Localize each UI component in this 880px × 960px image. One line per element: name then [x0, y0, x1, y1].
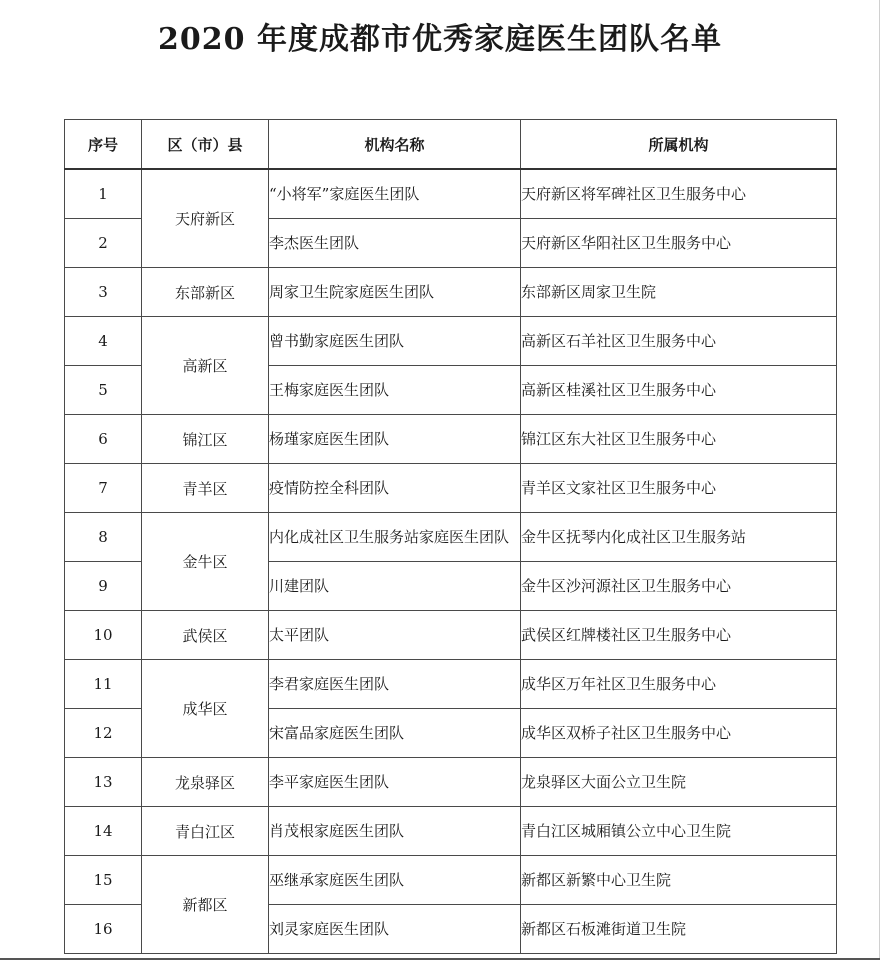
- cell-serial-number: 11: [65, 660, 142, 709]
- cell-district: 龙泉驿区: [142, 758, 269, 807]
- cell-district: 金牛区: [142, 513, 269, 611]
- cell-serial-number: 10: [65, 611, 142, 660]
- cell-serial-number: 13: [65, 758, 142, 807]
- cell-affiliated-institution: 成华区双桥子社区卫生服务中心: [521, 709, 837, 758]
- page-title: 2020 年度成都市优秀家庭医生团队名单: [158, 22, 722, 57]
- cell-serial-number: 3: [65, 268, 142, 317]
- cell-team-name: 内化成社区卫生服务站家庭医生团队: [269, 513, 521, 562]
- table-row: [65, 807, 837, 856]
- cell-serial-number: 8: [65, 513, 142, 562]
- table-row: [65, 758, 837, 807]
- cell-team-name: 李杰医生团队: [269, 219, 521, 268]
- table-row: [65, 856, 837, 905]
- table-row: [65, 268, 837, 317]
- cell-serial-number: 5: [65, 366, 142, 415]
- cell-district: 新都区: [142, 856, 269, 954]
- cell-affiliated-institution: 新都区新繁中心卫生院: [521, 856, 837, 905]
- cell-team-name: 李君家庭医生团队: [269, 660, 521, 709]
- cell-affiliated-institution: 金牛区沙河源社区卫生服务中心: [521, 562, 837, 611]
- cell-district: 青羊区: [142, 464, 269, 513]
- cell-team-name: 李平家庭医生团队: [269, 758, 521, 807]
- cell-affiliated-institution: 天府新区将军碑社区卫生服务中心: [521, 169, 837, 219]
- cell-district: 高新区: [142, 317, 269, 415]
- table-row: [65, 317, 837, 366]
- cell-serial-number: 4: [65, 317, 142, 366]
- team-roster-table: [64, 119, 837, 954]
- header-district: 区（市）县: [142, 120, 269, 170]
- cell-serial-number: 15: [65, 856, 142, 905]
- cell-district: 武侯区: [142, 611, 269, 660]
- table-row: [65, 415, 837, 464]
- cell-team-name: 巫继承家庭医生团队: [269, 856, 521, 905]
- cell-district: 东部新区: [142, 268, 269, 317]
- cell-district: 成华区: [142, 660, 269, 758]
- cell-team-name: 肖茂根家庭医生团队: [269, 807, 521, 856]
- cell-affiliated-institution: 东部新区周家卫生院: [521, 268, 837, 317]
- cell-serial-number: 6: [65, 415, 142, 464]
- cell-serial-number: 14: [65, 807, 142, 856]
- cell-team-name: 川建团队: [269, 562, 521, 611]
- cell-affiliated-institution: 龙泉驿区大面公立卫生院: [521, 758, 837, 807]
- cell-affiliated-institution: 高新区桂溪社区卫生服务中心: [521, 366, 837, 415]
- cell-serial-number: 2: [65, 219, 142, 268]
- cell-serial-number: 1: [65, 169, 142, 219]
- cell-affiliated-institution: 锦江区东大社区卫生服务中心: [521, 415, 837, 464]
- cell-team-name: 刘灵家庭医生团队: [269, 905, 521, 954]
- cell-team-name: 周家卫生院家庭医生团队: [269, 268, 521, 317]
- header-serial-number: 序号: [65, 120, 142, 170]
- cell-affiliated-institution: 高新区石羊社区卫生服务中心: [521, 317, 837, 366]
- cell-team-name: 太平团队: [269, 611, 521, 660]
- cell-team-name: 曾书勤家庭医生团队: [269, 317, 521, 366]
- table-row: [65, 464, 837, 513]
- cell-affiliated-institution: 新都区石板滩街道卫生院: [521, 905, 837, 954]
- cell-serial-number: 12: [65, 709, 142, 758]
- cell-serial-number: 9: [65, 562, 142, 611]
- cell-affiliated-institution: 青羊区文家社区卫生服务中心: [521, 464, 837, 513]
- table-row: [65, 611, 837, 660]
- cell-district: 天府新区: [142, 169, 269, 268]
- cell-team-name: 疫情防控全科团队: [269, 464, 521, 513]
- cell-affiliated-institution: 成华区万年社区卫生服务中心: [521, 660, 837, 709]
- header-affiliated-institution: 所属机构: [521, 120, 837, 170]
- cell-affiliated-institution: 武侯区红牌楼社区卫生服务中心: [521, 611, 837, 660]
- cell-affiliated-institution: 青白江区城厢镇公立中心卫生院: [521, 807, 837, 856]
- cell-affiliated-institution: 天府新区华阳社区卫生服务中心: [521, 219, 837, 268]
- cell-district: 青白江区: [142, 807, 269, 856]
- cell-team-name: 王梅家庭医生团队: [269, 366, 521, 415]
- cell-team-name: “小将军”家庭医生团队: [269, 169, 521, 219]
- cell-team-name: 宋富品家庭医生团队: [269, 709, 521, 758]
- table-row: [65, 660, 837, 709]
- cell-affiliated-institution: 金牛区抚琴内化成社区卫生服务站: [521, 513, 837, 562]
- table-header-row: [65, 120, 837, 170]
- cell-serial-number: 16: [65, 905, 142, 954]
- table-row: [65, 513, 837, 562]
- cell-district: 锦江区: [142, 415, 269, 464]
- header-team-name: 机构名称: [269, 120, 521, 170]
- table-row: [65, 169, 837, 219]
- cell-serial-number: 7: [65, 464, 142, 513]
- cell-team-name: 杨瑾家庭医生团队: [269, 415, 521, 464]
